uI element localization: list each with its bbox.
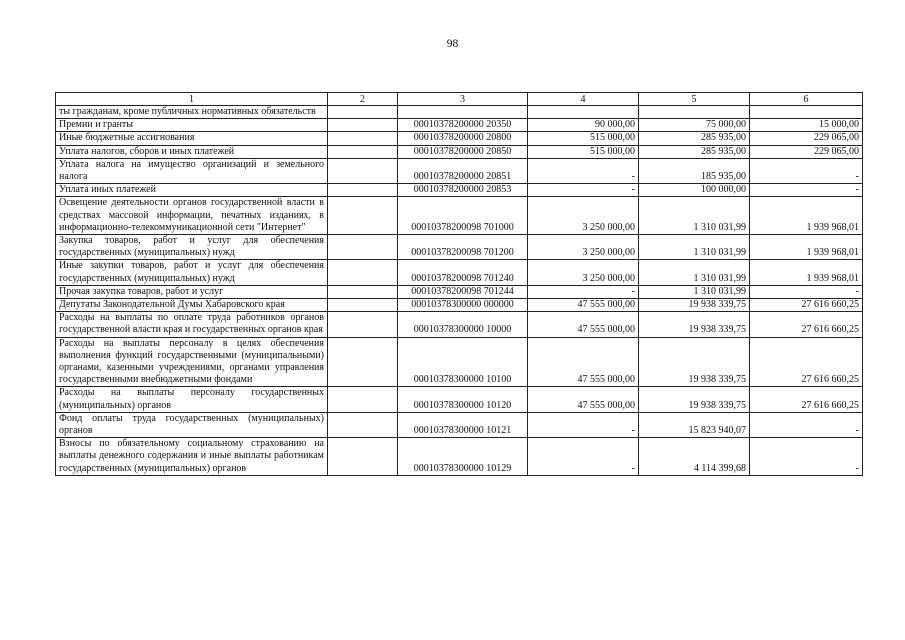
row-col4-cell: - [528, 184, 639, 197]
row-code-cell: 00010378300000 10120 [398, 387, 528, 412]
table-row [56, 119, 863, 132]
row-col6-cell: 27 616 660,25 [750, 337, 863, 387]
budget-table [55, 92, 863, 476]
row-col5-cell [639, 106, 750, 119]
row-col2-cell [328, 132, 398, 145]
row-name-cell: Расходы на выплаты персоналу государственных (муниципальных) органов [56, 387, 328, 412]
table-row [56, 299, 863, 312]
row-col6-cell: - [750, 184, 863, 197]
row-col2-cell [328, 337, 398, 387]
row-name-cell: Расходы на выплаты персоналу в целях обеспечения выполнения функций государственными (муниципальными) органами, казенными учреждениями, органами управления государственными внебюджетными фондами [56, 337, 328, 387]
row-col6-cell [750, 106, 863, 119]
row-col6-cell: - [750, 412, 863, 437]
row-col2-cell [328, 119, 398, 132]
row-col6-cell: - [750, 438, 863, 476]
table-row [56, 106, 863, 119]
row-col4-cell: 3 250 000,00 [528, 197, 639, 235]
row-col4-cell: 515 000,00 [528, 145, 639, 158]
header-col-5: 5 [639, 93, 750, 106]
row-col6-cell: 27 616 660,25 [750, 299, 863, 312]
row-col4-cell: 47 555 000,00 [528, 299, 639, 312]
table-header-row [56, 93, 863, 106]
row-col2-cell [328, 145, 398, 158]
row-col5-cell: 285 935,00 [639, 145, 750, 158]
row-col4-cell: 90 000,00 [528, 119, 639, 132]
row-name-cell: Взносы по обязательному социальному страхованию на выплаты денежного содержания и иные выплаты работникам государственных (муниципальных) органов [56, 438, 328, 476]
table-row [56, 132, 863, 145]
row-col2-cell [328, 299, 398, 312]
row-col5-cell: 19 938 339,75 [639, 387, 750, 412]
row-code-cell: 00010378200098 701240 [398, 260, 528, 285]
row-col2-cell [328, 438, 398, 476]
row-code-cell [398, 106, 528, 119]
table-row [56, 438, 863, 476]
row-name-cell: Освещение деятельности органов государственной власти в средствах массовой информации, печатных изданиях, в информационно-телекоммуникационной сети "Интернет" [56, 197, 328, 235]
row-code-cell: 00010378200098 701000 [398, 197, 528, 235]
row-col4-cell: - [528, 158, 639, 183]
header-col-4: 4 [528, 93, 639, 106]
row-col4-cell: - [528, 412, 639, 437]
row-col6-cell: 1 939 968,01 [750, 260, 863, 285]
row-col5-cell: 1 310 031,99 [639, 235, 750, 260]
row-col4-cell: 47 555 000,00 [528, 312, 639, 337]
row-col5-cell: 185 935,00 [639, 158, 750, 183]
header-col-1: 1 [56, 93, 328, 106]
row-code-cell: 00010378300000 000000 [398, 299, 528, 312]
row-code-cell: 00010378300000 10129 [398, 438, 528, 476]
row-name-cell: Закупка товаров, работ и услуг для обеспечения государственных (муниципальных) нужд [56, 235, 328, 260]
row-col2-cell [328, 312, 398, 337]
row-col6-cell: - [750, 285, 863, 298]
row-name-cell: Фонд оплаты труда государственных (муниципальных) органов [56, 412, 328, 437]
row-name-cell: Уплата налогов, сборов и иных платежей [56, 145, 328, 158]
row-col6-cell: 27 616 660,25 [750, 312, 863, 337]
row-col5-cell: 4 114 399,68 [639, 438, 750, 476]
row-col5-cell: 1 310 031,99 [639, 285, 750, 298]
table-row [56, 412, 863, 437]
row-code-cell: 00010378200000 20851 [398, 158, 528, 183]
row-code-cell: 00010378200000 20800 [398, 132, 528, 145]
row-col2-cell [328, 412, 398, 437]
table-row [56, 235, 863, 260]
row-col4-cell: 515 000,00 [528, 132, 639, 145]
table-row [56, 260, 863, 285]
row-col2-cell [328, 184, 398, 197]
table-row [56, 387, 863, 412]
row-col2-cell [328, 285, 398, 298]
row-col4-cell: 47 555 000,00 [528, 337, 639, 387]
row-col4-cell [528, 106, 639, 119]
row-code-cell: 00010378200000 20850 [398, 145, 528, 158]
row-col5-cell: 75 000,00 [639, 119, 750, 132]
row-col5-cell: 285 935,00 [639, 132, 750, 145]
page-number: 98 [446, 38, 459, 50]
row-name-cell: Премии и гранты [56, 119, 328, 132]
row-col5-cell: 19 938 339,75 [639, 312, 750, 337]
row-col6-cell: 1 939 968,01 [750, 235, 863, 260]
row-col5-cell: 19 938 339,75 [639, 337, 750, 387]
table-row [56, 158, 863, 183]
table-row [56, 312, 863, 337]
row-name-cell: Иные закупки товаров, работ и услуг для обеспечения государственных (муниципальных) нужд [56, 260, 328, 285]
header-col-6: 6 [750, 93, 863, 106]
row-col6-cell: 229 065,00 [750, 145, 863, 158]
row-name-cell: Иные бюджетные ассигнования [56, 132, 328, 145]
row-col2-cell [328, 235, 398, 260]
row-col2-cell [328, 387, 398, 412]
row-name-cell: Расходы на выплаты по оплате труда работников органов государственной власти края и государственных органов края [56, 312, 328, 337]
table-row [56, 285, 863, 298]
table-row [56, 145, 863, 158]
row-col5-cell: 1 310 031,99 [639, 197, 750, 235]
row-name-cell: Депутаты Законодательной Думы Хабаровского края [56, 299, 328, 312]
row-code-cell: 00010378200000 20853 [398, 184, 528, 197]
table-row [56, 184, 863, 197]
row-col5-cell: 1 310 031,99 [639, 260, 750, 285]
row-name-cell: Уплата иных платежей [56, 184, 328, 197]
row-code-cell: 00010378200098 701244 [398, 285, 528, 298]
row-col2-cell [328, 197, 398, 235]
row-col2-cell [328, 158, 398, 183]
row-col6-cell: - [750, 158, 863, 183]
row-col4-cell: - [528, 438, 639, 476]
row-col6-cell: 15 000,00 [750, 119, 863, 132]
row-col6-cell: 27 616 660,25 [750, 387, 863, 412]
row-col4-cell: 3 250 000,00 [528, 260, 639, 285]
row-code-cell: 00010378200000 20350 [398, 119, 528, 132]
header-col-3: 3 [398, 93, 528, 106]
row-col4-cell: 3 250 000,00 [528, 235, 639, 260]
table-row [56, 337, 863, 387]
row-name-cell: Уплата налога на имущество организаций и земельного налога [56, 158, 328, 183]
row-col5-cell: 19 938 339,75 [639, 299, 750, 312]
row-col5-cell: 15 823 940,07 [639, 412, 750, 437]
row-col5-cell: 100 000,00 [639, 184, 750, 197]
row-name-cell: ты гражданам, кроме публичных нормативных обязательств [56, 106, 328, 119]
row-col4-cell: - [528, 285, 639, 298]
row-col2-cell [328, 106, 398, 119]
row-code-cell: 00010378200098 701200 [398, 235, 528, 260]
row-col6-cell: 1 939 968,01 [750, 197, 863, 235]
table-row [56, 197, 863, 235]
row-code-cell: 00010378300000 10100 [398, 337, 528, 387]
header-col-2: 2 [328, 93, 398, 106]
row-code-cell: 00010378300000 10000 [398, 312, 528, 337]
row-col4-cell: 47 555 000,00 [528, 387, 639, 412]
row-col2-cell [328, 260, 398, 285]
row-code-cell: 00010378300000 10121 [398, 412, 528, 437]
row-col6-cell: 229 065,00 [750, 132, 863, 145]
row-name-cell: Прочая закупка товаров, работ и услуг [56, 285, 328, 298]
